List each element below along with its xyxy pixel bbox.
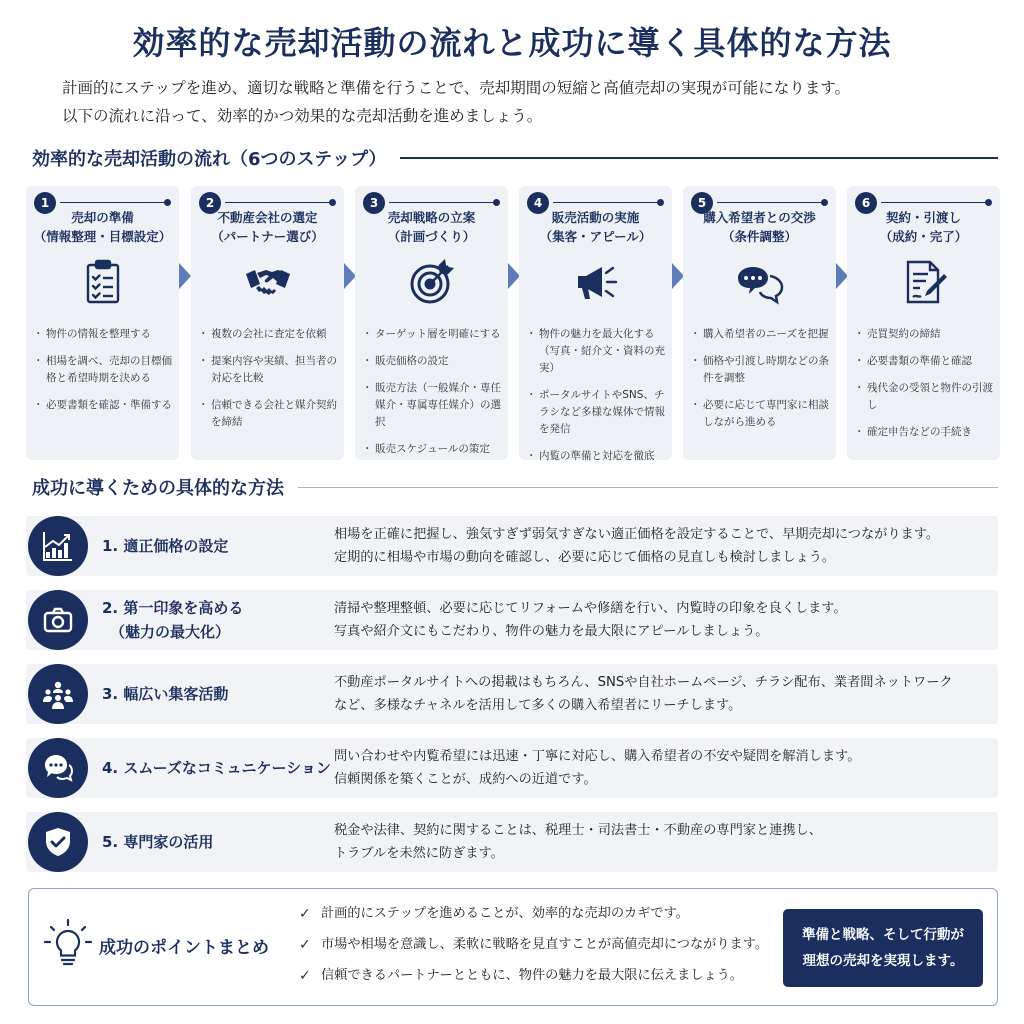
step-title-sub: （集客・アピール）	[539, 229, 652, 244]
step-card	[191, 186, 344, 460]
flow-heading-text: 効率的な売却活動の流れ（6つのステップ）	[32, 149, 387, 170]
step-title-main: 購入希望者との交渉	[703, 210, 816, 225]
step-card	[355, 186, 508, 460]
page-title: 効率的な売却活動の流れと成功に導く具体的な方法	[132, 24, 892, 62]
step-item: ・ 販売価格の設定	[365, 353, 504, 370]
method-row	[26, 664, 998, 724]
step-item: ・ 必要書類を確認・準備する	[36, 397, 175, 414]
method-title-main: 5. 専門家の活用	[102, 833, 214, 851]
step-number: 6	[855, 192, 877, 214]
summary-callout	[783, 909, 983, 987]
method-row	[26, 812, 998, 872]
method-title	[102, 682, 342, 706]
step-title-main: 売却の準備	[71, 210, 134, 225]
check-icon: ✓	[299, 937, 311, 953]
step-title	[689, 208, 830, 246]
step-title-sub: （パートナー選び）	[211, 229, 324, 244]
intro-line: 以下の流れに沿って、効率的かつ効果的な売却活動を進めましょう。	[62, 107, 543, 125]
callout-line: 理想の売却を実現します。	[802, 953, 964, 969]
method-icon-circle	[28, 590, 88, 650]
intro-line: 計画的にステップを進め、適切な戦略と準備を行うことで、売却期間の短縮と高値売却の実現が可能になります。	[62, 79, 851, 97]
method-title	[102, 534, 342, 558]
method-title	[102, 756, 342, 780]
method-description	[334, 523, 988, 569]
step-title	[32, 208, 173, 246]
method-title-main: 4. スムーズなコミュニケーション	[102, 759, 331, 777]
check-icon: ✓	[299, 906, 311, 922]
step-title-main: 契約・引渡し	[885, 210, 961, 225]
step-title-rule	[717, 202, 826, 203]
step-title-sub: （条件調整）	[721, 229, 797, 244]
method-title-sub: （魅力の最大化）	[110, 623, 231, 641]
chat-icon	[736, 258, 784, 306]
step-item: ・ 内覧の準備と対応を徹底	[529, 448, 668, 465]
check-item	[299, 932, 768, 963]
check-item	[299, 901, 768, 932]
step-title-dot	[329, 199, 336, 206]
step-title-main: 不動産会社の選定	[217, 210, 318, 225]
summary-title: 成功のポイントまとめ	[99, 938, 269, 958]
step-item: ・ 価格や引渡し時期などの条件を調整	[693, 353, 832, 387]
step-items	[201, 326, 340, 441]
summary-panel	[28, 888, 998, 1006]
method-row	[26, 516, 998, 576]
step-title-dot	[821, 199, 828, 206]
method-description-line: 清掃や整理整頓、必要に応じてリフォームや修繕を行い、内覧時の印象を良くします。	[334, 601, 847, 616]
step-title-main: 販売活動の実施	[551, 210, 640, 225]
step-item: ・ 必要に応じて専門家に相談しながら進める	[693, 397, 832, 431]
step-arrow-icon	[179, 263, 191, 289]
method-row	[26, 590, 998, 650]
step-title	[525, 208, 666, 246]
step-title-main: 売却戦略の立案	[387, 210, 476, 225]
step-card	[683, 186, 836, 460]
intro-text	[62, 74, 962, 130]
step-item: ・ 相場を調べ、売却の目標価格と希望時期を決める	[36, 353, 175, 387]
check-item	[299, 963, 768, 994]
step-title-rule	[60, 202, 169, 203]
method-description-line: 相場を正確に把握し、強気すぎず弱気すぎない適正価格を設定することで、早期売却につながります。	[334, 527, 940, 542]
summary-checklist	[299, 901, 768, 994]
method-description-line: 定期的に相場や市場の動向を確認し、必要に応じて価格の見直しも検討しましょう。	[334, 550, 836, 565]
step-item: ・ ターゲット層を明確にする	[365, 326, 504, 343]
methods-heading-text: 成功に導くための具体的な方法	[32, 478, 284, 499]
method-row	[26, 738, 998, 798]
step-title-sub: （情報整理・目標設定）	[33, 229, 172, 244]
target-icon	[408, 258, 456, 306]
handshake-icon	[244, 258, 292, 306]
method-description	[334, 745, 988, 791]
step-item: ・ 物件の情報を整理する	[36, 326, 175, 343]
step-title-rule	[225, 202, 334, 203]
step-title-dot	[493, 199, 500, 206]
step-title-rule	[389, 202, 498, 203]
methods-section-heading	[32, 474, 998, 500]
step-item: ・ 売買契約の締結	[857, 326, 996, 343]
megaphone-icon	[572, 258, 620, 306]
step-title-sub: （成約・完了）	[879, 229, 968, 244]
step-item: ・ 物件の魅力を最大化する（写真・紹介文・資料の充実）	[529, 326, 668, 377]
heading-rule	[400, 157, 998, 159]
method-description	[334, 819, 988, 865]
check-text: 計画的にステップを進めることが、効率的な売却のカギです。	[321, 906, 689, 921]
step-title	[853, 208, 994, 246]
method-icon-circle	[28, 812, 88, 872]
step-number: 4	[527, 192, 549, 214]
step-title-dot	[164, 199, 171, 206]
method-description-line: 税金や法律、契約に関することは、税理士・司法書士・不動産の専門家と連携し、	[334, 823, 822, 838]
method-title-main: 2. 第一印象を高める	[102, 599, 244, 617]
clipboard-icon	[79, 258, 127, 306]
step-title-dot	[985, 199, 992, 206]
step-number: 1	[34, 192, 56, 214]
step-number: 2	[199, 192, 221, 214]
heading-rule	[298, 487, 998, 488]
flow-section-heading	[32, 145, 998, 171]
method-icon-circle	[28, 664, 88, 724]
method-title-main: 3. 幅広い集客活動	[102, 685, 229, 703]
step-item: ・ 販売方法（一般媒介・専任媒介・専属専任媒介）の選択	[365, 380, 504, 431]
step-item: ・ 提案内容や実績、担当者の対応を比較	[201, 353, 340, 387]
step-items	[529, 326, 668, 475]
lightbulb-icon	[43, 917, 93, 975]
step-item: ・ 確定申告などの手続き	[857, 424, 996, 441]
method-description	[334, 597, 988, 643]
step-number: 5	[691, 192, 713, 214]
step-title	[197, 208, 338, 246]
step-item: ・ 必要書類の準備と確認	[857, 353, 996, 370]
contract-icon	[900, 258, 948, 306]
step-title-rule	[553, 202, 662, 203]
step-card	[26, 186, 179, 460]
step-item: ・ ポータルサイトやSNS、チラシなど多様な媒体で情報を発信	[529, 387, 668, 438]
method-icon-circle	[28, 516, 88, 576]
step-title-dot	[657, 199, 664, 206]
method-description-line: 不動産ポータルサイトへの掲載はもちろん、SNSや自社ホームページ、チラシ配布、業者間ネットワーク	[334, 675, 953, 690]
method-icon-circle	[28, 738, 88, 798]
method-title-main: 1. 適正価格の設定	[102, 537, 229, 555]
step-card	[519, 186, 672, 460]
method-title	[102, 830, 342, 854]
method-description-line: 問い合わせや内覧希望には迅速・丁寧に対応し、購入希望者の不安や疑問を解消します。	[334, 749, 861, 764]
method-description-line: 信頼関係を築くことが、成約への近道です。	[334, 772, 597, 787]
step-item: ・ 信頼できる会社と媒介契約を締結	[201, 397, 340, 431]
steps-row	[26, 186, 1000, 460]
step-card	[847, 186, 1000, 460]
check-text: 市場や相場を意識し、柔軟に戦略を見直すことが高値売却につながります。	[321, 937, 769, 952]
step-item: ・ 購入希望者のニーズを把握	[693, 326, 832, 343]
step-item: ・ 複数の会社に査定を依頼	[201, 326, 340, 343]
step-title	[361, 208, 502, 246]
method-description-line: など、多様なチャネルを活用して多くの購入希望者にリーチします。	[334, 698, 742, 713]
check-text: 信頼できるパートナーとともに、物件の魅力を最大限に伝えましょう。	[321, 968, 743, 983]
method-description-line: 写真や紹介文にもこだわり、物件の魅力を最大限にアピールしましょう。	[334, 624, 769, 639]
step-items	[36, 326, 175, 424]
step-title-rule	[881, 202, 990, 203]
step-items	[693, 326, 832, 441]
step-items	[857, 326, 996, 451]
step-title-sub: （計画づくり）	[387, 229, 476, 244]
method-description	[334, 671, 988, 717]
check-icon: ✓	[299, 968, 311, 984]
method-description-line: トラブルを未然に防ぎます。	[334, 846, 504, 861]
callout-line: 準備と戦略、そして行動が	[802, 927, 964, 943]
step-item: ・ 残代金の受領と物件の引渡し	[857, 380, 996, 414]
method-title	[102, 596, 342, 644]
step-number: 3	[363, 192, 385, 214]
step-item: ・ 販売スケジュールの策定	[365, 441, 504, 458]
step-items	[365, 326, 504, 468]
